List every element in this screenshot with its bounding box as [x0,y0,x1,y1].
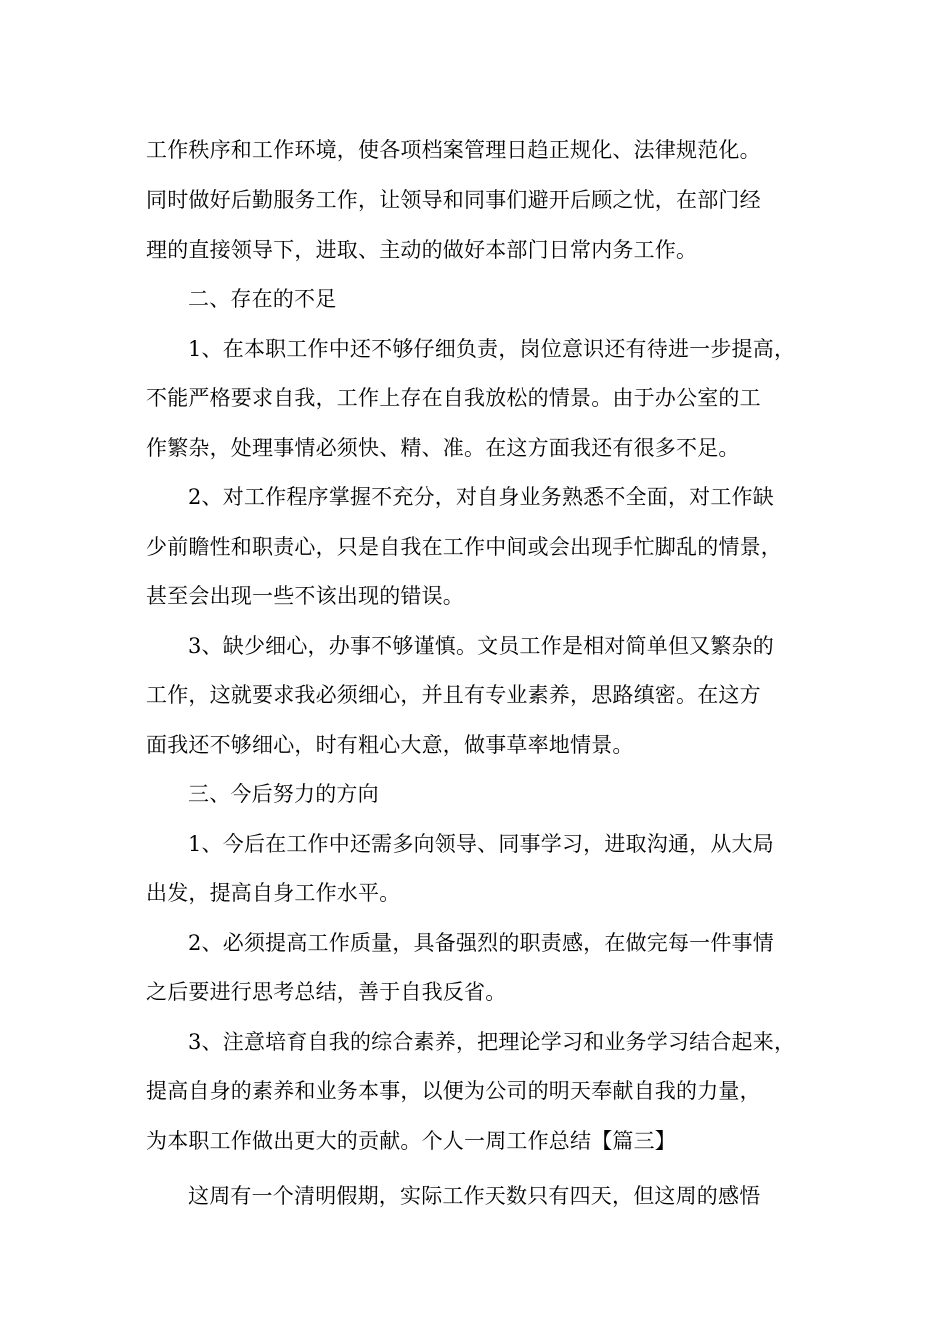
text-line: 2、必须提高工作质量，具备强烈的职责感，在做完每一件事情 [188,931,774,955]
text-line: 少前瞻性和职责心，只是自我在工作中间或会出现手忙脚乱的情景， [146,535,782,559]
text-line: 1、在本职工作中还不够仔细负责，岗位意识还有待进一步提高， [188,337,796,361]
text-line: 之后要进行思考总结，善于自我反省。 [146,980,507,1004]
text-line: 工作，这就要求我必须细心，并且有专业素养，思路缜密。在这方 [146,683,761,707]
text-line: 提高自身的素养和业务本事，以便为公司的明天奉献自我的力量， [146,1079,761,1103]
text-line: 不能严格要求自我，工作上存在自我放松的情景。由于办公室的工 [146,386,761,410]
section-heading: 三、今后努力的方向 [188,782,379,806]
text-line: 2、对工作程序掌握不充分，对自身业务熟悉不全面，对工作缺 [188,485,774,509]
text-line: 这周有一个清明假期，实际工作天数只有四天，但这周的感悟 [188,1184,761,1208]
text-line: 3、缺少细心，办事不够谨慎。文员工作是相对简单但又繁杂的 [188,634,774,658]
text-line: 1、今后在工作中还需多向领导、同事学习，进取沟通，从大局 [188,832,774,856]
text-line: 面我还不够细心，时有粗心大意，做事草率地情景。 [146,733,634,757]
text-line: 理的直接领导下，进取、主动的做好本部门日常内务工作。 [146,238,698,262]
text-line: 作繁杂，处理事情必须快、精、准。在这方面我还有很多不足。 [146,436,740,460]
section-heading: 二、存在的不足 [188,287,337,311]
text-line: 为本职工作做出更大的贡献。个人一周工作总结【篇三】 [146,1129,676,1153]
text-line: 出发，提高自身工作水平。 [146,881,401,905]
text-line: 甚至会出现一些不该出现的错误。 [146,584,464,608]
text-line: 3、注意培育自我的综合素养，把理论学习和业务学习结合起来， [188,1030,796,1054]
text-line: 工作秩序和工作环境，使各项档案管理日趋正规化、法律规范化。 [146,138,761,162]
text-line: 同时做好后勤服务工作，让领导和同事们避开后顾之忧，在部门经 [146,188,761,212]
